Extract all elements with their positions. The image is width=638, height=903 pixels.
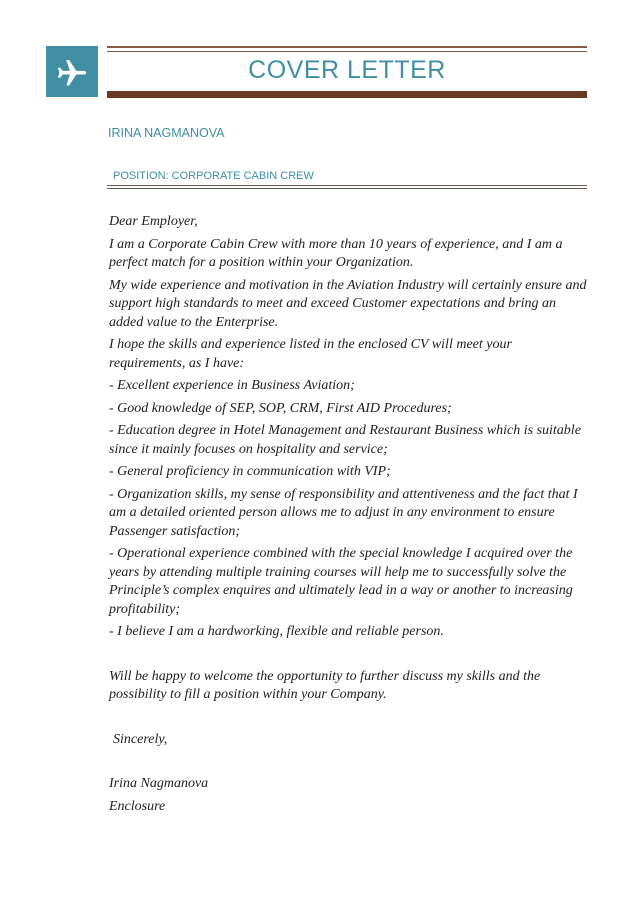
valediction: Sincerely, (113, 731, 168, 747)
skill-item: - Operational experience combined with the special knowledge I acquired over the years by attending multiple training courses will help me to successfully solve the Principle’s complex enquires and ultimately lead in a way or another to increasing profitability; (109, 546, 573, 617)
skill-item: - Excellent experience in Business Aviation; (109, 378, 355, 393)
signature-name: Irina Nagmanova (109, 776, 209, 791)
position-rule-1 (107, 185, 587, 186)
skill-item: - Education degree in Hotel Management and Restaurant Business which is suitable since it mainly focuses on hospitality and service; (109, 423, 581, 457)
header-rule-bottom (107, 91, 587, 98)
skill-item: - Organization skills, my sense of responsibility and attentiveness and the fact that I am a detailed oriented person allows me to adjust in any environment to ensure Passenger satisfaction; (109, 486, 578, 539)
letter-paragraph: My wide experience and motivation in the Aviation Industry will certainly ensure and support high standards to meet and exceed Customer expectations and bring an added value to the Enterprise. (109, 277, 587, 330)
page-title: COVER LETTER (248, 56, 446, 84)
salutation: Dear Employer, (109, 214, 198, 229)
skill-item: - General proficiency in communication with VIP; (109, 464, 391, 479)
closing-paragraph: Will be happy to welcome the opportunity to further discuss my skills and the possibility to fill a position within your Company. (109, 668, 541, 702)
letter-paragraph: I am a Corporate Cabin Crew with more than 10 years of experience, and I am a perfect match for a position within your Organization. (109, 236, 563, 270)
position-rule-2 (107, 188, 587, 189)
logo-box (46, 46, 98, 97)
header-rule-top (107, 46, 587, 48)
letter-body (109, 213, 589, 820)
skill-item: - I believe I am a hardworking, flexible and reliable person. (109, 624, 444, 639)
skill-item: - Good knowledge of SEP, SOP, CRM, First AID Procedures; (109, 400, 452, 416)
enclosure-note: Enclosure (109, 798, 166, 814)
candidate-name: IRINA NAGMANOVA (108, 126, 225, 140)
airplane-icon (55, 55, 89, 89)
header-rule-top-thin (107, 51, 587, 52)
candidate-position: POSITION: CORPORATE CABIN CREW (113, 170, 314, 182)
letter-paragraph: I hope the skills and experience listed in the enclosed CV will meet your requirements, as I have: (109, 337, 512, 371)
